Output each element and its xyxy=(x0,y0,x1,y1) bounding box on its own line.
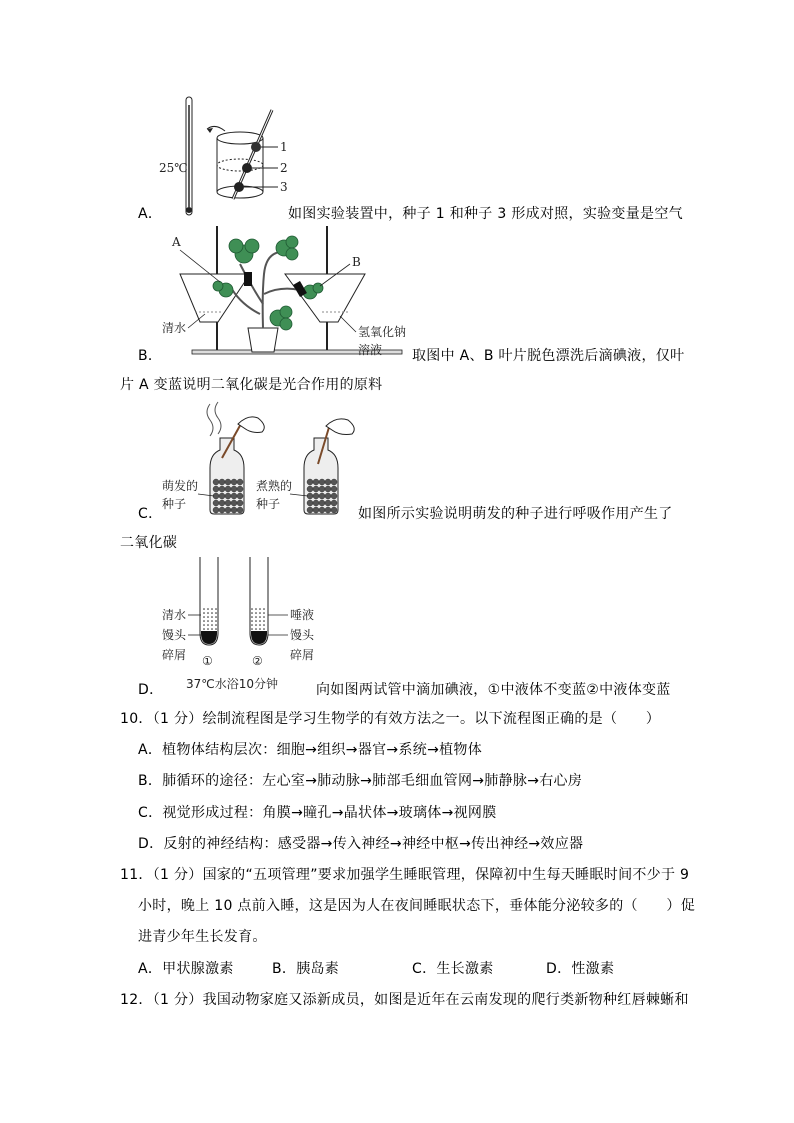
tube-1-label: ① xyxy=(202,654,213,668)
germinating-seed-label: 种子 xyxy=(162,497,187,511)
q10-stem: 10．（1 分）绘制流程图是学习生物学的有效方法之一。以下流程图正确的是（ ） xyxy=(120,711,661,727)
photosynthesis-co2-experiment-figure xyxy=(160,224,410,360)
option-b-letter: B． xyxy=(138,348,163,364)
q11-option-a: A．甲状腺激素 xyxy=(138,961,234,977)
q11-stem-line-2: 小时，晚上 10 点前入睡，这是因为人在夜间睡眠状态下，垂体能分泌较多的（ ）促 xyxy=(138,898,696,914)
naoh-label: 氢氧化钠 xyxy=(358,325,407,339)
q10-option-d: D．反射的神经结构：感受器→传入神经→神经中枢→传出神经→效应器 xyxy=(138,836,584,852)
bun-label-d: 馒头 xyxy=(162,628,187,642)
temperature-label: 25℃ xyxy=(159,161,188,175)
option-c-text-line-1: 如图所示实验说明萌发的种子进行呼吸作用产生了 xyxy=(358,506,673,522)
crumb-label-d: 碎屑 xyxy=(162,648,187,662)
seed-1-label: 1 xyxy=(280,140,288,154)
bun-label-right: 馒头 xyxy=(290,628,315,642)
option-b-text-line-2: 片 A 变蓝说明二氧化碳是光合作用的原料 xyxy=(120,377,383,393)
q11-option-c: C．生长激素 xyxy=(412,961,494,977)
option-a-text: 如图实验装置中，种子 1 和种子 3 形成对照，实验变量是空气 xyxy=(288,206,683,222)
option-a-letter: A． xyxy=(138,206,163,222)
saliva-label: 唾液 xyxy=(290,608,315,622)
q11-option-d: D．性激素 xyxy=(546,961,615,977)
seed-2-label: 2 xyxy=(280,161,288,175)
option-d-letter: D． xyxy=(138,682,164,698)
clear-water-label-d: 清水 xyxy=(162,608,187,622)
option-c-letter: C． xyxy=(138,506,163,522)
tube-2-label: ② xyxy=(252,654,263,668)
boiled-label: 煮熟的 xyxy=(256,479,293,493)
seed-3-label: 3 xyxy=(280,180,288,194)
q11-option-b: B．胰岛素 xyxy=(272,961,340,977)
seed-respiration-experiment-figure xyxy=(158,398,368,520)
germinating-label: 萌发的 xyxy=(162,479,199,493)
option-c-text-line-2: 二氧化碳 xyxy=(120,535,178,551)
crumb-label-right: 碎屑 xyxy=(290,648,315,662)
water-bath-caption: 37℃水浴10分钟 xyxy=(186,677,279,691)
q10-option-b: B．肺循环的途径：左心室→肺动脉→肺部毛细血管网→肺静脉→右心房 xyxy=(138,773,583,789)
solution-label: 溶液 xyxy=(358,343,383,357)
option-b-text-line-1: 取图中 A、B 叶片脱色漂洗后滴碘液，仅叶 xyxy=(412,348,685,364)
q10-option-c: C．视觉形成过程：角膜→瞳孔→晶状体→玻璃体→视网膜 xyxy=(138,805,497,821)
leaf-b-label: B xyxy=(352,255,361,269)
clear-water-label: 清水 xyxy=(162,321,187,335)
leaf-a-label: A xyxy=(172,235,181,249)
starch-digestion-test-tube-figure xyxy=(158,555,328,695)
option-d-text: 向如图两试管中滴加碘液，①中液体不变蓝②中液体变蓝 xyxy=(316,682,671,698)
q12-stem: 12．（1 分）我国动物家庭又添新成员，如图是近年在云南发现的爬行类新物种红唇棘蜥和 xyxy=(120,992,689,1008)
q10-option-a: A．植物体结构层次：细胞→组织→器官→系统→植物体 xyxy=(138,742,482,758)
seed-air-experiment-figure xyxy=(155,95,295,220)
q11-stem-line-3: 进青少年生长发育。 xyxy=(138,929,267,945)
q11-stem-line-1: 11．（1 分）国家的“五项管理”要求加强学生睡眠管理，保障初中生每天睡眠时间不少于 9 xyxy=(120,867,690,883)
boiled-seed-label: 种子 xyxy=(256,497,281,511)
